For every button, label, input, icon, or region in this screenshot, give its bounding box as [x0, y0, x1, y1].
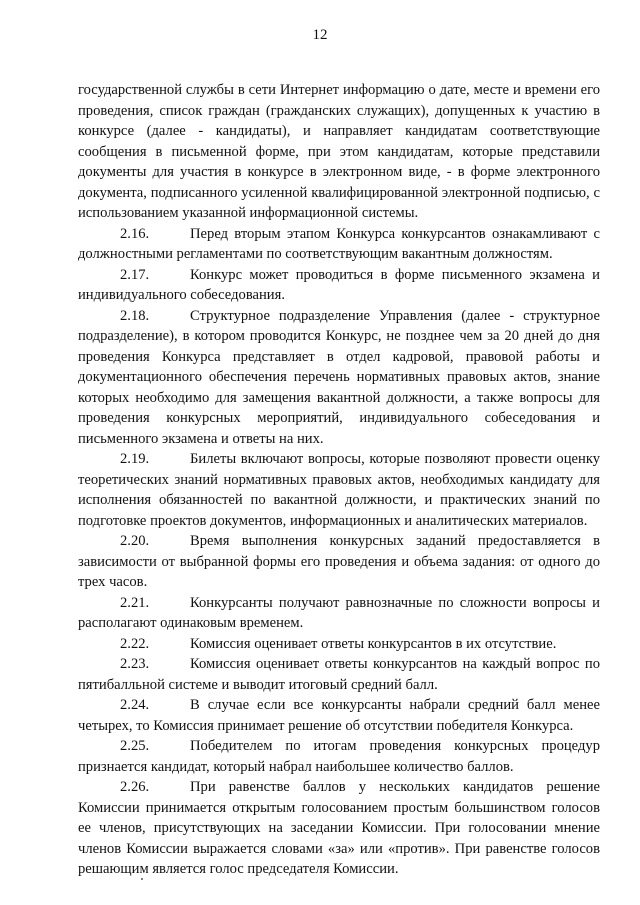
- clause-paragraph: [78, 695, 600, 736]
- clause-number: 2.16.: [120, 225, 150, 242]
- continuation-paragraph: государственной службы в сети Интернет информацию о дате, месте и времени его проведения, список граждан (гражданских служащих), допущенных к участию в конкурсе (далее - кандидаты), и направляет кандидатам соответствующие сообщения в письменной форме, при этом кандидатам, которые представили документы для участия в конкурсе в электронном виде, - в форме электронного документа, подписанного усиленной квалифицированной электронной подписью, с использованием указанной информационной системы.: [78, 82, 600, 221]
- clause-paragraph: [78, 306, 600, 450]
- clause-number: 2.25.: [120, 738, 150, 754]
- clause-paragraph: [78, 736, 600, 777]
- clause-text: Время выполнения конкурсных заданий предоставляется в зависимости от выбранной формы его проведения и объема задания: от одного до трех часов.: [78, 533, 600, 590]
- clause-text: В случае если все конкурсанты набрали средний балл менее четырех, то Комиссия принимает решение об отсутствии победителя Конкурса.: [78, 697, 600, 734]
- clause-text: Билеты включают вопросы, которые позволяют провести оценку теоретических знаний нормативных правовых актов, необходимых кандидату для исполнения обязанностей по вакантной должности, и практических знаний по подготовке проектов документов, информационных и аналитических материалов.: [78, 451, 600, 529]
- clause-text: При равенстве баллов у нескольких кандидатов решение Комиссии принимается открытым голосованием простым большинством голосов ее членов, присутствующих на заседании Комиссии. При голосовании мнение членов Комиссии выражается словами «за» или «против». При равенстве голосов решающим является голос председателя Комиссии.: [78, 779, 600, 877]
- clause-text: Конкурс может проводиться в форме письменного экзамена и индивидуального собеседования.: [78, 266, 600, 303]
- clause-number: 2.22.: [120, 635, 150, 652]
- clause-paragraph: [78, 777, 600, 880]
- clause-paragraph: [78, 224, 600, 265]
- clause-number: 2.26.: [120, 779, 150, 795]
- page-number: 12: [312, 27, 328, 43]
- clause-paragraph: [78, 449, 600, 531]
- clause-number: 2.18.: [120, 307, 150, 324]
- clause-text: Комиссия оценивает ответы конкурсантов в их отсутствие.: [190, 635, 557, 652]
- clause-text: Победителем по итогам проведения конкурсных процедур признается кандидат, который набрал наибольшее количество баллов.: [78, 738, 600, 775]
- clause-paragraph: [78, 634, 600, 655]
- clause-number: 2.17.: [120, 266, 150, 283]
- clause-number: 2.21.: [120, 594, 150, 611]
- clause-paragraph: [78, 531, 600, 593]
- clause-number: 2.19.: [120, 451, 150, 467]
- clause-paragraph: [78, 654, 600, 695]
- clause-number: 2.24.: [120, 697, 150, 713]
- scan-speck: [141, 878, 143, 880]
- clause-number: 2.20.: [120, 533, 150, 549]
- clause-text: Структурное подразделение Управления (далее - структурное подразделение), в котором проводится Конкурс, не позднее чем за 20 дней до дня проведения Конкурса представляет в отдел кадровой, правовой работы и документационного обеспечения перечень нормативных правовых актов, знание которых необходимо для замещения вакантной должности, а также вопросы для проведения конкурсных мероприятий, индивидуального собеседования и письменного экзамена и ответы на них.: [78, 307, 600, 447]
- clause-text: Комиссия оценивает ответы конкурсантов на каждый вопрос по пятибалльной системе и выводит итоговый средний балл.: [78, 656, 600, 693]
- document-body: [78, 80, 600, 880]
- clauses-list: [78, 224, 600, 880]
- clause-number: 2.23.: [120, 656, 150, 672]
- clause-paragraph: [78, 265, 600, 306]
- clause-text: Перед вторым этапом Конкурса конкурсантов ознакамливают с должностными регламентами по соответствующим вакантным должностям.: [78, 225, 600, 262]
- clause-paragraph: [78, 593, 600, 634]
- clause-text: Конкурсанты получают равнозначные по сложности вопросы и располагают одинаковым временем.: [78, 594, 600, 631]
